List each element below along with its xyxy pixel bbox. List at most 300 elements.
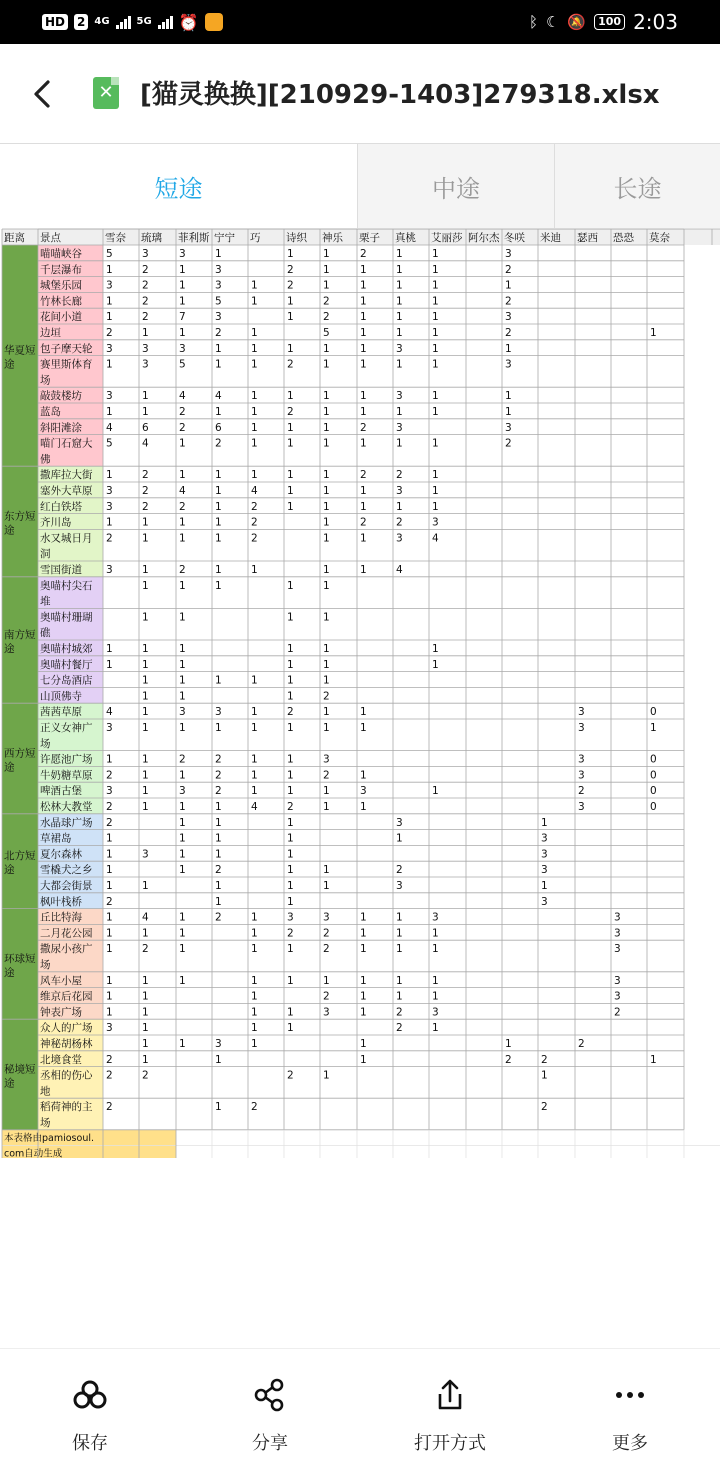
cell-value: 1 (396, 327, 403, 339)
cell-value: 3 (614, 990, 621, 1003)
cell-value: 1 (142, 579, 149, 592)
attraction-name: 奥喵村珊瑚 (40, 611, 93, 624)
attraction-name: 边垣 (40, 327, 61, 339)
column-header: 菲利斯 (178, 232, 210, 244)
cell-value: 3 (614, 943, 621, 956)
cell-value: 1 (323, 263, 330, 276)
cell-value: 1 (287, 785, 294, 798)
save-icon (72, 1377, 108, 1413)
cell-value: 1 (179, 722, 186, 734)
cell-value: 1 (215, 801, 222, 813)
cell-value: 1 (142, 327, 149, 339)
cell-value: 3 (505, 421, 512, 434)
cell-value: 2 (142, 469, 149, 482)
cell-value: 2 (323, 295, 330, 308)
cell-value: 1 (432, 263, 439, 276)
mute-icon: 🔕 (567, 13, 587, 31)
attraction-name: 钟表广场 (40, 1006, 82, 1019)
share-label: 分享 (252, 1433, 288, 1454)
attraction-name: 风车小屋 (40, 974, 82, 987)
back-button[interactable] (26, 74, 62, 114)
cell-value: 1 (142, 880, 149, 892)
attraction-name: 喵喵峡谷 (40, 248, 82, 260)
alarm-icon: ⏰ (178, 12, 199, 32)
cell-value: 1 (106, 295, 113, 308)
cell-value: 1 (106, 643, 113, 655)
cell-value: 3 (179, 248, 186, 260)
cell-value: 1 (179, 437, 186, 450)
cell-value: 4 (106, 421, 113, 434)
cell-value: 1 (215, 469, 222, 482)
attraction-name: 茜茜草原 (40, 706, 82, 719)
cell-value: 1 (142, 785, 149, 798)
back-arrow-icon (26, 74, 62, 114)
cell-value: 1 (432, 406, 439, 418)
tab-medium-trip[interactable]: 中途 (357, 144, 554, 228)
column-header: 景点 (40, 232, 61, 244)
cell-value: 1 (287, 864, 294, 877)
cell-value: 1 (215, 816, 222, 829)
attraction-name: 牛奶糖草原 (40, 769, 93, 782)
cell-value: 2 (106, 769, 113, 782)
cell-value: 1 (142, 927, 149, 940)
cell-value: 2 (179, 421, 186, 434)
cell-value: 1 (432, 248, 439, 260)
cell-value: 1 (323, 421, 330, 434)
cell-value: 2 (287, 263, 294, 276)
cell-value: 2 (251, 516, 258, 529)
sheet-tabs (0, 144, 720, 228)
cell-value: 1 (323, 785, 330, 798)
save-button[interactable] (0, 1349, 180, 1470)
cell-value: 1 (179, 674, 186, 687)
spreadsheet-canvas (0, 228, 720, 1158)
cell-value: 1 (323, 358, 330, 371)
cell-value: 2 (396, 1006, 403, 1019)
cell-value: 1 (106, 753, 113, 766)
cell-value: 1 (251, 674, 258, 687)
attraction-name: 地 (40, 1085, 51, 1098)
cell-value: 1 (360, 263, 367, 276)
cell-value: 1 (142, 1038, 149, 1050)
cell-value: 1 (179, 658, 186, 671)
cell-value: 2 (360, 469, 367, 482)
column-header: 艾丽莎 (431, 232, 463, 244)
cell-value: 1 (396, 263, 403, 276)
cell-value: 3 (323, 1006, 330, 1019)
cell-value: 3 (432, 1006, 439, 1019)
tab-long-trip[interactable]: 长途 (554, 144, 720, 228)
cell-value: 4 (215, 390, 222, 403)
cell-value: 1 (432, 974, 439, 987)
cell-value: 1 (142, 516, 149, 529)
cell-value: 1 (323, 611, 330, 624)
cell-value: 1 (396, 911, 403, 924)
cell-value: 3 (106, 785, 113, 798)
cell-value: 1 (106, 927, 113, 940)
share-icon (252, 1377, 288, 1413)
attraction-name: 稻荷神的主 (40, 1101, 93, 1114)
distance-group-label: 华夏短 (4, 344, 36, 357)
cell-value: 1 (650, 1053, 657, 1066)
cell-value: 3 (106, 342, 113, 355)
cell-value: 1 (142, 1053, 149, 1066)
cell-value: 1 (215, 564, 222, 576)
cell-value: 1 (142, 753, 149, 766)
cell-value: 1 (106, 263, 113, 276)
cell-value: 2 (142, 279, 149, 292)
cell-value: 2 (396, 469, 403, 482)
cell-value: 3 (396, 485, 403, 497)
cell-value: 1 (360, 279, 367, 292)
cell-value: 1 (505, 279, 512, 292)
cell-value: 1 (215, 532, 222, 545)
cell-value: 1 (179, 911, 186, 924)
cell-value: 1 (287, 469, 294, 482)
cell-value: 2 (505, 1053, 512, 1066)
distance-group-label: 途 (4, 643, 15, 655)
cell-value: 1 (287, 611, 294, 624)
cell-value: 3 (396, 390, 403, 403)
cell-value: 1 (287, 311, 294, 324)
cell-value: 1 (287, 500, 294, 513)
cell-value: 2 (287, 801, 294, 813)
cell-value: 1 (215, 500, 222, 513)
cell-value: 1 (142, 643, 149, 655)
cell-value: 3 (142, 848, 149, 861)
attraction-name: 斜阳滩涂 (40, 421, 82, 434)
cell-value: 1 (360, 927, 367, 940)
cell-value: 1 (360, 390, 367, 403)
cell-value: 1 (323, 706, 330, 719)
cell-value: 1 (396, 974, 403, 987)
attraction-name: 奥喵村餐厅 (40, 658, 93, 671)
cell-value: 3 (578, 753, 585, 766)
tab-short-trip[interactable]: 短途 (0, 144, 357, 228)
cell-value: 1 (432, 990, 439, 1003)
cell-value: 1 (323, 658, 330, 671)
cell-value: 1 (323, 643, 330, 655)
cell-value: 1 (215, 485, 222, 497)
cell-value: 3 (323, 753, 330, 766)
signal-icon (116, 15, 131, 29)
cell-value: 1 (106, 943, 113, 956)
cell-value: 2 (215, 864, 222, 877)
status-right (529, 10, 678, 34)
cell-value: 1 (142, 390, 149, 403)
cell-value: 1 (396, 406, 403, 418)
cell-value: 1 (323, 864, 330, 877)
cell-value: 1 (251, 406, 258, 418)
cell-value: 1 (360, 1053, 367, 1066)
cell-value: 1 (323, 722, 330, 734)
attraction-name: 枫叶栈桥 (40, 895, 82, 908)
cell-value: 1 (251, 469, 258, 482)
cell-value: 2 (505, 263, 512, 276)
cell-value: 1 (287, 816, 294, 829)
cell-value: 1 (323, 801, 330, 813)
column-header: 诗织 (286, 232, 307, 244)
cell-value: 1 (323, 406, 330, 418)
cell-value: 1 (179, 832, 186, 845)
attraction-name: 撒库拉大街 (40, 469, 93, 482)
cell-value: 1 (432, 358, 439, 371)
cell-value: 1 (106, 990, 113, 1003)
cell-value: 1 (360, 974, 367, 987)
cell-value: 1 (360, 532, 367, 545)
cell-value: 2 (142, 1069, 149, 1082)
cell-value: 1 (251, 1022, 258, 1035)
cell-value: 1 (432, 295, 439, 308)
cell-value: 2 (396, 864, 403, 877)
status-left (42, 10, 223, 34)
cell-value: 1 (215, 880, 222, 892)
cell-value: 3 (323, 911, 330, 924)
cell-value: 1 (396, 311, 403, 324)
cell-value: 1 (505, 342, 512, 355)
cell-value: 1 (251, 390, 258, 403)
cell-value: 1 (179, 469, 186, 482)
cell-value: 2 (251, 532, 258, 545)
cell-value: 1 (251, 421, 258, 434)
cell-value: 1 (142, 690, 149, 703)
attraction-name: 奥喵村城郊 (40, 643, 93, 655)
cell-value: 1 (396, 990, 403, 1003)
cell-value: 2 (179, 753, 186, 766)
attraction-name: 喵门石窟大 (40, 437, 93, 450)
cell-value: 1 (432, 311, 439, 324)
attraction-name: 城堡乐园 (40, 279, 82, 292)
cell-value: 1 (505, 406, 512, 418)
column-header: 阿尔杰 (468, 232, 500, 244)
cell-value: 1 (106, 1006, 113, 1019)
cell-value: 1 (396, 500, 403, 513)
cell-value: 1 (106, 469, 113, 482)
share-button[interactable] (180, 1349, 360, 1470)
distance-group-label: 东方短 (4, 510, 36, 523)
cell-value: 1 (323, 342, 330, 355)
cell-value: 1 (650, 327, 657, 339)
cell-value: 1 (215, 1101, 222, 1114)
cell-value: 1 (323, 564, 330, 576)
cell-value: 1 (287, 674, 294, 687)
cell-value: 1 (179, 943, 186, 956)
cell-value: 1 (251, 327, 258, 339)
cell-value: 1 (179, 927, 186, 940)
file-name: [猫灵换换][210929-1403]279318.xlsx (140, 80, 660, 110)
cell-value: 7 (179, 311, 186, 324)
cell-value: 1 (215, 848, 222, 861)
cell-value: 3 (614, 911, 621, 924)
cell-value: 1 (106, 832, 113, 845)
cell-value: 1 (179, 327, 186, 339)
cell-value: 2 (541, 1053, 548, 1066)
cell-value: 1 (505, 390, 512, 403)
cell-value: 4 (251, 485, 258, 497)
attraction-name: 正义女神广 (40, 722, 93, 734)
cell-value: 1 (142, 990, 149, 1003)
cell-value: 1 (360, 1006, 367, 1019)
cell-value: 1 (179, 263, 186, 276)
cell-value: 1 (432, 342, 439, 355)
cell-value: 2 (142, 943, 149, 956)
cell-value: 1 (287, 722, 294, 734)
column-header: 神乐 (322, 232, 343, 244)
attraction-name: 奥喵村尖石 (40, 579, 93, 592)
cell-value: 1 (179, 816, 186, 829)
cell-value: 1 (142, 611, 149, 624)
cell-value: 2 (323, 769, 330, 782)
cell-value: 1 (432, 390, 439, 403)
cell-value: 1 (251, 785, 258, 798)
attraction-name: 水晶球广场 (40, 816, 93, 829)
attraction-name: 维京后花园 (40, 990, 93, 1003)
cell-value: 1 (251, 769, 258, 782)
column-header: 真桃 (395, 232, 416, 244)
spreadsheet-grid[interactable] (0, 228, 720, 1158)
cell-value: 0 (650, 753, 657, 766)
cell-value: 1 (251, 753, 258, 766)
cell-value: 3 (215, 279, 222, 292)
open-with-label: 打开方式 (414, 1433, 486, 1454)
cell-value: 1 (251, 279, 258, 292)
cell-value: 1 (287, 769, 294, 782)
cell-value: 1 (396, 358, 403, 371)
cell-value: 1 (541, 880, 548, 892)
cell-value: 1 (432, 1022, 439, 1035)
cell-value: 3 (215, 263, 222, 276)
cell-value: 1 (287, 943, 294, 956)
cell-value: 1 (323, 880, 330, 892)
attraction-name: 塞外大草原 (40, 485, 93, 497)
cell-value: 1 (287, 643, 294, 655)
cell-value: 3 (396, 880, 403, 892)
cell-value: 3 (106, 390, 113, 403)
cell-value: 3 (106, 279, 113, 292)
attraction-name: 众人的广场 (40, 1022, 93, 1035)
cell-value: 1 (215, 248, 222, 260)
attraction-name: 佛 (40, 453, 51, 466)
cell-value: 0 (650, 801, 657, 813)
distance-group-label: 途 (4, 864, 15, 877)
cell-value: 1 (360, 1038, 367, 1050)
cell-value: 1 (323, 279, 330, 292)
attraction-name: 场 (40, 959, 51, 971)
cell-value: 2 (614, 1006, 621, 1019)
cell-value: 1 (179, 516, 186, 529)
cell-value: 3 (578, 801, 585, 813)
cell-value: 2 (142, 485, 149, 497)
cell-value: 1 (142, 1022, 149, 1035)
cell-value: 3 (614, 927, 621, 940)
cell-value: 4 (396, 564, 403, 576)
column-header: 冬咲 (504, 232, 525, 244)
cell-value: 1 (142, 801, 149, 813)
cell-value: 5 (106, 248, 113, 260)
column-header: 雪奈 (105, 232, 126, 244)
cell-value: 1 (432, 279, 439, 292)
cell-value: 1 (323, 532, 330, 545)
attraction-name: 大都会街景 (40, 880, 93, 892)
save-label: 保存 (72, 1433, 108, 1454)
cell-value: 2 (215, 753, 222, 766)
attraction-name: 花间小道 (40, 311, 82, 324)
cell-value: 2 (106, 327, 113, 339)
more-button[interactable] (540, 1349, 720, 1470)
cell-value: 1 (650, 722, 657, 734)
cell-value: 2 (215, 785, 222, 798)
cell-value: 2 (360, 248, 367, 260)
cell-value: 5 (323, 327, 330, 339)
cell-value: 1 (432, 658, 439, 671)
attraction-name: 二月花公园 (40, 927, 93, 940)
cell-value: 1 (396, 279, 403, 292)
cell-value: 2 (142, 295, 149, 308)
cell-value: 1 (179, 974, 186, 987)
cell-value: 3 (541, 832, 548, 845)
footer-note: com自动生成 (4, 1148, 63, 1158)
cell-value: 3 (106, 1022, 113, 1035)
cell-value: 1 (360, 500, 367, 513)
cell-value: 3 (142, 342, 149, 355)
column-header: 距离 (4, 232, 25, 244)
cell-value: 3 (142, 248, 149, 260)
cell-value: 3 (215, 706, 222, 719)
cell-value: 1 (215, 579, 222, 592)
footer-note: 本表格由pamiosoul. (4, 1132, 94, 1144)
cell-value: 1 (287, 295, 294, 308)
cell-value: 1 (323, 469, 330, 482)
cell-value: 1 (323, 437, 330, 450)
status-bar (0, 0, 720, 44)
cell-value: 1 (251, 342, 258, 355)
hd-badge: HD (42, 14, 68, 30)
bluetooth-icon: ᛒ (528, 13, 538, 31)
attraction-name: 雪橇犬之乡 (40, 864, 93, 877)
cell-value: 1 (251, 358, 258, 371)
cell-value: 4 (142, 911, 149, 924)
cell-value: 1 (215, 358, 222, 371)
cell-value: 1 (396, 248, 403, 260)
distance-group-label: 秘境短 (4, 1063, 36, 1076)
cell-value: 1 (251, 564, 258, 576)
cell-value: 1 (360, 564, 367, 576)
cell-value: 1 (396, 927, 403, 940)
cell-value: 1 (142, 674, 149, 687)
column-header: 恐恐 (613, 232, 634, 244)
column-header: 琉璃 (141, 232, 162, 244)
open-with-button[interactable] (360, 1349, 540, 1470)
cell-value: 1 (179, 643, 186, 655)
cell-value: 1 (179, 279, 186, 292)
cell-value: 2 (505, 327, 512, 339)
cell-value: 1 (215, 406, 222, 418)
column-header: 米迪 (540, 232, 561, 244)
title-bar (0, 44, 720, 144)
cell-value: 1 (287, 421, 294, 434)
cell-value: 2 (142, 311, 149, 324)
cell-value: 3 (432, 911, 439, 924)
cell-value: 1 (142, 769, 149, 782)
cell-value: 1 (251, 1038, 258, 1050)
cell-value: 2 (251, 1101, 258, 1114)
cell-value: 1 (360, 437, 367, 450)
network-5g-label: 5G (136, 16, 152, 27)
cell-value: 2 (215, 911, 222, 924)
cell-value: 4 (179, 485, 186, 497)
cell-value: 4 (106, 706, 113, 719)
cell-value: 1 (215, 722, 222, 734)
